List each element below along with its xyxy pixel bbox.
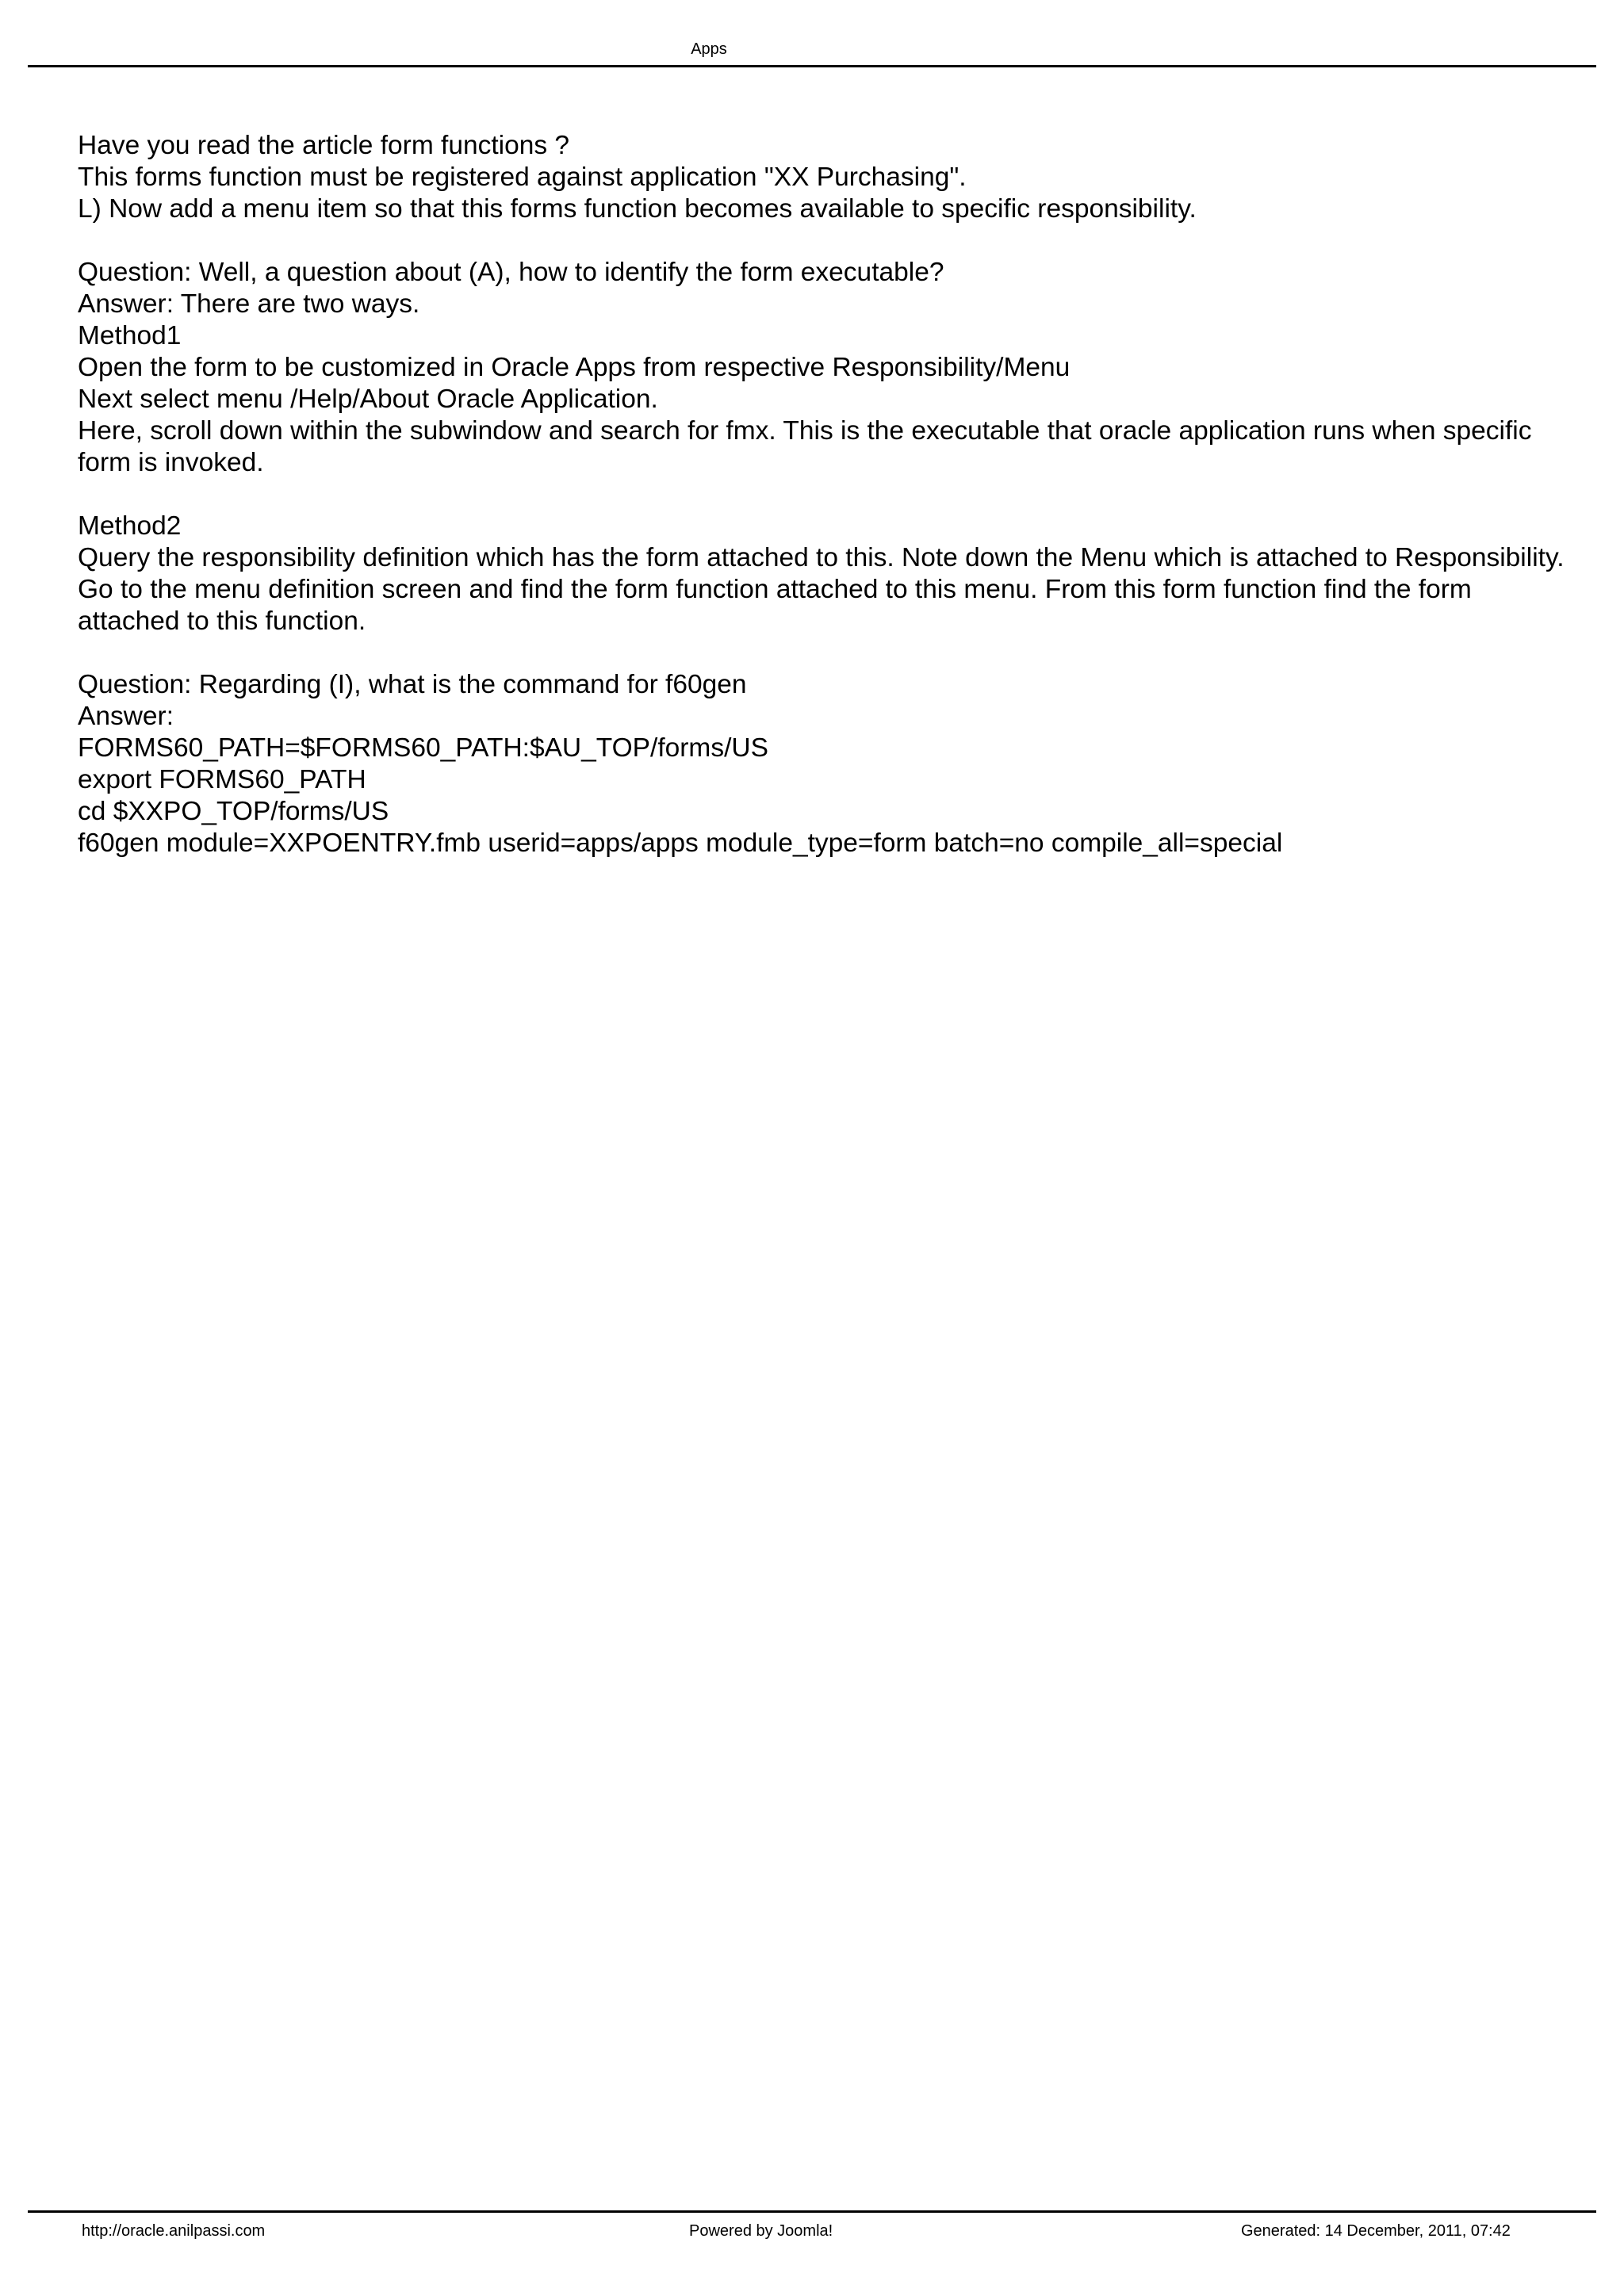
footer-generated-timestamp: Generated: 14 December, 2011, 07:42 xyxy=(1241,2222,1511,2240)
text-line: Query the responsibility definition which has the form attached to this. Note down the Menu which is attached to Responsibility. Go to the menu definition screen and find the form function attached to this menu. From this form function find the form attached to this function. xyxy=(78,543,1572,636)
text-line: Question: Regarding (I), what is the command for f60gen xyxy=(78,670,747,699)
paragraph xyxy=(78,257,1568,479)
text-line: Open the form to be customized in Oracle Apps from respective Responsibility/Menu xyxy=(78,353,1071,382)
page-footer xyxy=(28,2210,1596,2244)
paragraph xyxy=(78,669,1568,859)
header-title: Apps xyxy=(691,40,727,58)
text-line: Have you read the article form functions ? xyxy=(78,131,570,160)
paragraph xyxy=(78,511,1572,637)
text-line: Answer: xyxy=(78,702,174,731)
text-line: Answer: There are two ways. xyxy=(78,289,420,319)
text-line: This forms function must be registered against application "XX Purchasing". xyxy=(78,163,967,192)
paragraph xyxy=(78,130,1568,225)
footer-powered-by: Powered by Joomla! xyxy=(689,2222,833,2240)
text-line: f60gen module=XXPOENTRY.fmb userid=apps/apps module_type=form batch=no compile_all=special xyxy=(78,828,1283,858)
text-line: Question: Well, a question about (A), how to identify the form executable? xyxy=(78,258,944,287)
text-line: Next select menu /Help/About Oracle Application. xyxy=(78,385,658,414)
text-line: export FORMS60_PATH xyxy=(78,765,366,794)
text-line: FORMS60_PATH=$FORMS60_PATH:$AU_TOP/forms/US xyxy=(78,733,768,763)
page-header xyxy=(28,0,1596,67)
text-line: Method1 xyxy=(78,321,182,350)
footer-site-url: http://oracle.anilpassi.com xyxy=(82,2222,266,2240)
text-line: Here, scroll down within the subwindow and search for fmx. This is the executable that oracle application runs when specific form is invoked. xyxy=(78,416,1539,477)
text-line: L) Now add a menu item so that this forms function becomes available to specific responsibility. xyxy=(78,194,1197,224)
article-body xyxy=(78,130,1572,859)
text-line: cd $XXPO_TOP/forms/US xyxy=(78,797,389,826)
text-line: Method2 xyxy=(78,511,182,541)
